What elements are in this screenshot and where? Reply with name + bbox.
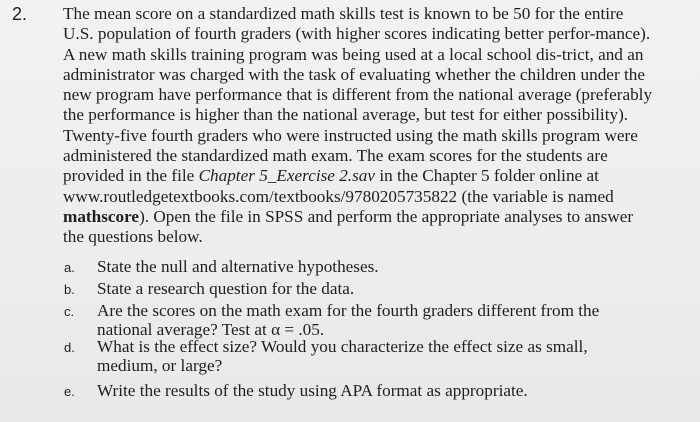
file-name: Chapter 5_Exercise 2.sav xyxy=(198,166,376,186)
question-line: Twenty-five fourth graders who were instructed using the math skills program were xyxy=(63,125,638,145)
subquestion-label: a. xyxy=(64,260,75,275)
subquestion-line: medium, or large? xyxy=(97,356,223,375)
subquestion-text xyxy=(97,381,528,400)
subquestion-a xyxy=(64,257,664,277)
file-line-pre: provided in the file xyxy=(63,166,199,186)
question-line: U.S. population of fourth graders (with higher scores indicating better perfor-mance). xyxy=(63,24,651,44)
subquestion-line: national average? Test at α = .05. xyxy=(97,320,325,339)
question-number: 2. xyxy=(12,4,28,24)
subquestion-e xyxy=(64,381,664,401)
var-line-post: ). Open the file in SPSS and perform the appropriate analyses to answer xyxy=(139,206,634,226)
file-line-post: in the Chapter 5 folder online at xyxy=(375,166,599,186)
subquestion-line: State the null and alternative hypotheses. xyxy=(97,257,379,276)
subquestion-c xyxy=(64,301,664,341)
subquestion-line: Write the results of the study using APA format as appropriate. xyxy=(97,381,528,400)
question-line-var xyxy=(63,207,663,227)
subquestion-text xyxy=(97,337,588,375)
question-line: The mean score on a standardized math skills test is known to be 50 for the entire xyxy=(63,4,624,23)
question-line-url: www.routledgetextbooks.com/textbooks/9780205735822 (the variable is named xyxy=(63,186,614,206)
question-line-last: the questions below. xyxy=(63,227,203,247)
subquestion-b xyxy=(64,279,664,299)
subquestion-label: e. xyxy=(64,384,75,399)
subquestion-text xyxy=(97,257,379,276)
subquestion-d xyxy=(64,337,664,377)
variable-name: mathscore xyxy=(63,206,140,226)
question-line: the performance is higher than the national average, but test for either possibility). xyxy=(63,105,629,125)
subquestion-label: b. xyxy=(64,282,75,297)
subquestion-line: Are the scores on the math exam for the fourth graders different from the xyxy=(97,301,600,320)
subquestion-text xyxy=(97,279,354,298)
question-line: new program have performance that is different from the national average (preferably xyxy=(63,85,653,105)
question-line: A new math skills training program was being used at a local school dis-trict, and an xyxy=(63,44,644,64)
subquestion-text xyxy=(97,301,599,339)
question-line-file xyxy=(63,166,663,186)
subquestion-line: What is the effect size? Would you characterize the effect size as small, xyxy=(97,337,588,356)
question-body xyxy=(63,4,663,248)
question-line: administrator was charged with the task of evaluating whether the children under the xyxy=(63,64,645,84)
subquestion-label: d. xyxy=(64,340,75,355)
question-line: administered the standardized math exam. The exam scores for the students are xyxy=(63,146,608,166)
subquestion-label: c. xyxy=(64,304,75,319)
subquestion-line: State a research question for the data. xyxy=(97,279,355,298)
